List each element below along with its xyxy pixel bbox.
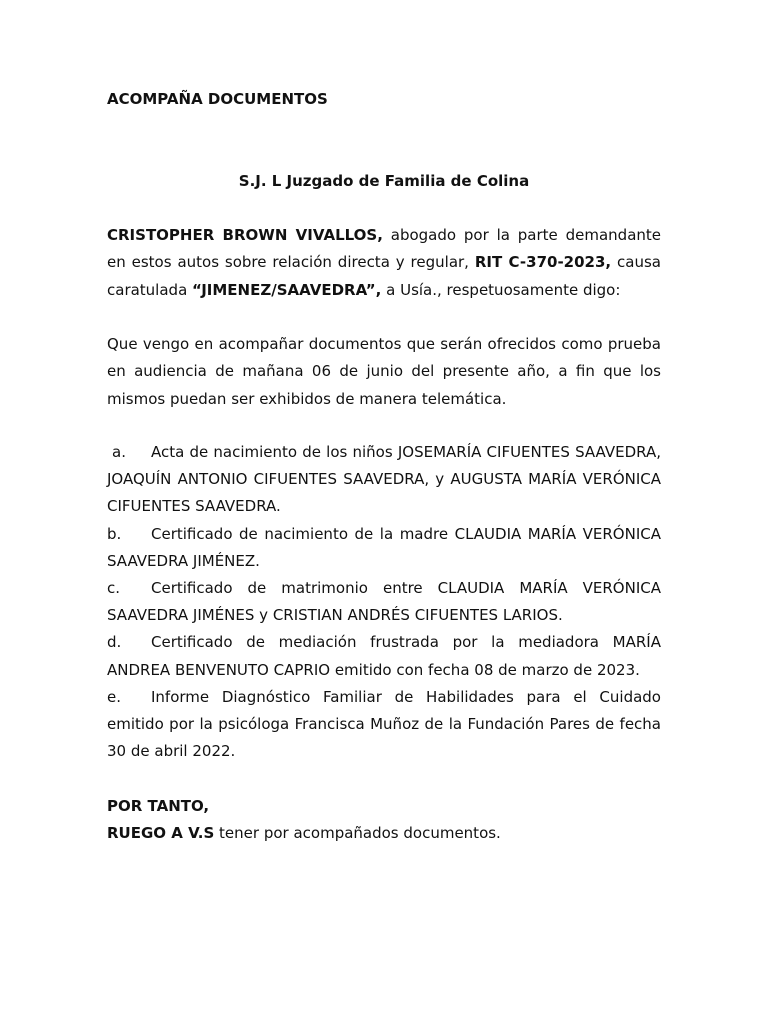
list-item (107, 629, 661, 683)
list-item-text: Acta de nacimiento de los niños JOSEMARÍA CIFUENTES SAAVEDRA, JOAQUÍN ANTONIO CIFUENTES SAAVEDRA, y AUGUSTA MARÍA VERÓNICA CIFUENTES SAAVEDRA. (107, 443, 661, 516)
list-item-text: Certificado de nacimiento de la madre CLAUDIA MARÍA VERÓNICA SAAVEDRA JIMÉNEZ. (107, 524, 661, 570)
ruego-text: tener por acompañados documentos. (214, 824, 501, 843)
court-name: S.J. L Juzgado de Familia de Colina (238, 172, 530, 190)
list-item-text: Informe Diagnóstico Familiar de Habilidades para el Cuidado emitido por la psicóloga Francisca Muñoz de la Fundación Pares de fecha 30 de abril 2022. (107, 687, 661, 761)
document-list (107, 439, 661, 765)
list-item-marker: a. (112, 443, 126, 461)
body-paragraph: Que vengo en acompañar documentos que serán ofrecidos como prueba en audiencia de mañana 06 de junio del presente año, a fin que los mismos puedan ser exhibidos de manera telemática. (107, 335, 661, 408)
list-item-marker: b. (107, 524, 122, 543)
por-tanto (107, 793, 661, 820)
list-item (107, 684, 661, 766)
list-item-marker: c. (107, 579, 121, 598)
list-item-text: Certificado de matrimonio entre CLAUDIA MARÍA VERÓNICA SAAVEDRA JIMÉNES y CRISTIAN ANDRÉS CIFUENTES LARIOS. (107, 579, 661, 625)
case-rit: RIT C-370-2023, (474, 253, 612, 272)
list-item (107, 575, 661, 629)
intro-text-1: abogado por la parte demandante en estos autos sobre relación directa y regular, (107, 226, 662, 272)
closing-section (107, 793, 661, 848)
document-heading: ACOMPAÑA DOCUMENTOS (107, 90, 328, 108)
intro-text-2: causa caratulada (107, 253, 661, 299)
list-item-text: Certificado de mediación frustrada por la mediadora MARÍA ANDREA BENVENUTO CAPRIO emitido con fecha 08 de marzo de 2023. (107, 633, 661, 679)
list-item (107, 521, 661, 575)
case-caratula: “JIMENEZ/SAAVEDRA”, (192, 280, 382, 299)
list-item-marker: d. (107, 633, 122, 652)
intro-text-3: a Usía., respetuosamente digo: (381, 280, 621, 299)
ruego-line (107, 820, 661, 847)
por-tanto-label: POR TANTO, (107, 797, 210, 815)
list-item-marker: e. (107, 687, 121, 706)
lawyer-name: CRISTOPHER BROWN VIVALLOS, (107, 226, 383, 244)
ruego-label: RUEGO A V.S (107, 824, 215, 843)
intro-paragraph (107, 222, 661, 304)
list-item (107, 439, 661, 521)
